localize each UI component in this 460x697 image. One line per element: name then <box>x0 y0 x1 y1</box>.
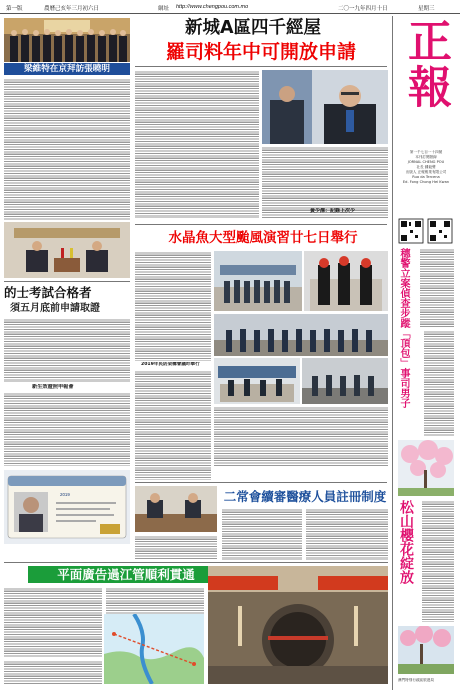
masthead-info-4: 社長 鍾毅聲 <box>416 165 436 169</box>
story-text-liang <box>4 78 130 220</box>
story-divider-taxi <box>4 281 130 282</box>
blossom-photo-2 <box>398 626 454 674</box>
blossom-text <box>422 500 454 622</box>
id-card-caption <box>4 546 130 550</box>
tunnel-caption <box>4 688 204 692</box>
drill-text-col1 <box>135 251 211 361</box>
medical-text-col2 <box>306 508 388 560</box>
meeting-photo <box>4 222 130 278</box>
svg-text:2019: 2019 <box>60 492 70 497</box>
right-column-rule <box>392 16 393 690</box>
lead-subhead-record: 黃少澤：記錄上次少 <box>310 208 356 214</box>
masthead-info-5: 出版人 正報報業有限公司 <box>405 170 447 174</box>
weekday: 星期三 <box>418 6 435 12</box>
drill-text-col3 <box>214 406 388 466</box>
story-text-taxi <box>4 318 130 382</box>
lead-rule <box>135 66 387 67</box>
story-title-liang: 梁維特在京拜訪張曉明 <box>4 63 130 75</box>
tunnel-rule <box>4 562 388 563</box>
committee-photo <box>135 486 217 532</box>
drill-photo-3 <box>214 314 388 356</box>
blossom-headline <box>398 500 418 622</box>
site-url[interactable]: http://www.chengpou.com.mo <box>176 4 249 10</box>
drill-photo-1 <box>214 251 302 311</box>
tunnel-text-col3 <box>4 660 102 684</box>
drill-headline: 水晶魚大型颱風演習廿七日舉行 <box>168 230 358 246</box>
new-license-subhead: 新生效證照申報會 <box>32 384 74 390</box>
medical-rule <box>135 482 387 483</box>
story-title-taxi-2: 須五月底前申請取證 <box>10 303 100 314</box>
group-photo <box>4 18 130 62</box>
page-number: 第一版 <box>6 6 23 12</box>
lead-text-col1 <box>135 70 259 218</box>
masthead-info-2: 本刊訂閱熱線 <box>415 155 437 159</box>
masthead-info-7: Ed. Fong Chong Hei Kwan <box>402 180 450 184</box>
medical-text-col0 <box>135 535 217 560</box>
tunnel-map <box>104 614 204 684</box>
tunnel-photo <box>208 566 388 684</box>
header-bar <box>0 0 460 14</box>
lead-headline-2: 羅司料年中可開放申請 <box>165 41 356 63</box>
issue-date: 二〇一九年四月十日 <box>338 6 388 12</box>
blossom-caption: 澳門特別行政區旅遊局 <box>398 678 434 682</box>
masthead-logo-text: 正報 <box>400 18 451 110</box>
tunnel-headline: 平面廣告過江管順利貫通 <box>28 566 224 583</box>
lead-headline-1: 新城A區四千經屋 <box>184 18 322 38</box>
masthead-info-3: JORNAL CHENG POU <box>407 160 445 164</box>
masthead-info-6: Rua da Tercena <box>412 175 440 179</box>
drill-photo-2 <box>304 251 388 311</box>
site-label: 網址 <box>158 6 170 12</box>
id-card-photo <box>4 470 130 544</box>
qr-codes[interactable] <box>398 218 454 244</box>
right-banner-headline <box>398 248 420 436</box>
right-banner-text: 穗警立案偵查步蹤「頂包」事司男子 <box>398 248 409 408</box>
drill-text-col2 <box>135 370 211 480</box>
drill-rule <box>135 224 387 225</box>
masthead-info-1: 第一千七百一十四號 <box>409 150 443 154</box>
tunnel-text-col1 <box>4 587 102 657</box>
masthead-info <box>398 150 454 218</box>
medical-text-col1 <box>222 508 302 560</box>
blossom-headline-text: 松山櫻花綻放 <box>398 500 414 584</box>
story-title-taxi-1: 的士考試合格者 <box>4 285 92 300</box>
drill-photo-4 <box>214 358 300 404</box>
official-photo <box>262 70 388 144</box>
story-text-license <box>4 392 130 466</box>
lunar-date: 農曆己亥年三月初六日 <box>44 6 100 12</box>
drill-subhead: 2019年民防架構會議昨舉行 <box>141 362 200 367</box>
right-story-text-2 <box>424 330 454 436</box>
medical-headline: 二常會續審醫療人員註冊制度 <box>223 489 387 504</box>
masthead-logo <box>398 18 454 146</box>
drill-photo-5 <box>302 358 388 404</box>
blossom-photo <box>398 440 454 496</box>
